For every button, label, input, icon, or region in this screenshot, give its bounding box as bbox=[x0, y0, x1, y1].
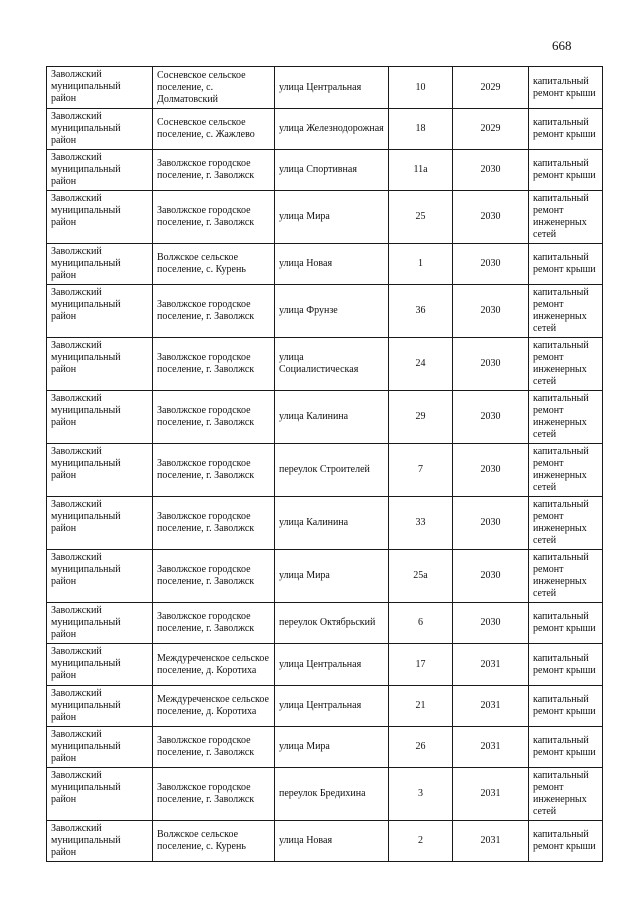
house-number-cell: 3 bbox=[389, 768, 453, 821]
year-cell: 2031 bbox=[453, 644, 529, 686]
district-cell: Заволжский муниципальный район bbox=[47, 67, 153, 109]
work-type-cell: капитальный ремонт инженерных сетей bbox=[529, 768, 603, 821]
street-cell: улица Новая bbox=[275, 244, 389, 285]
work-type-cell: капитальный ремонт крыши bbox=[529, 67, 603, 109]
house-number-cell: 29 bbox=[389, 391, 453, 444]
house-number-cell: 33 bbox=[389, 497, 453, 550]
settlement-cell: Междуреченское сельское поселение, д. Коротиха bbox=[153, 644, 275, 686]
street-cell: улица Центральная bbox=[275, 686, 389, 727]
street-cell: улица Центральная bbox=[275, 67, 389, 109]
table-row bbox=[47, 67, 603, 109]
street-cell: улица Мира bbox=[275, 191, 389, 244]
year-cell: 2030 bbox=[453, 603, 529, 644]
work-type-cell: капитальный ремонт крыши bbox=[529, 686, 603, 727]
table-row bbox=[47, 244, 603, 285]
district-cell: Заволжский муниципальный район bbox=[47, 150, 153, 191]
street-cell: улица Калинина bbox=[275, 497, 389, 550]
settlement-cell: Сосневское сельское поселение, с. Жажлево bbox=[153, 109, 275, 150]
table-row bbox=[47, 109, 603, 150]
work-type-cell: капитальный ремонт крыши bbox=[529, 603, 603, 644]
street-cell: улица Новая bbox=[275, 821, 389, 862]
work-type-cell: капитальный ремонт крыши bbox=[529, 644, 603, 686]
house-number-cell: 2 bbox=[389, 821, 453, 862]
street-cell: улица Центральная bbox=[275, 644, 389, 686]
house-number-cell: 21 bbox=[389, 686, 453, 727]
table-row bbox=[47, 768, 603, 821]
year-cell: 2031 bbox=[453, 768, 529, 821]
house-number-cell: 25 bbox=[389, 191, 453, 244]
settlement-cell: Сосневское сельское поселение, с. Долматовский bbox=[153, 67, 275, 109]
street-cell: улица Фрунзе bbox=[275, 285, 389, 338]
district-cell: Заволжский муниципальный район bbox=[47, 644, 153, 686]
work-type-cell: капитальный ремонт инженерных сетей bbox=[529, 497, 603, 550]
work-type-cell: капитальный ремонт инженерных сетей bbox=[529, 391, 603, 444]
table-row bbox=[47, 686, 603, 727]
page-number: 668 bbox=[552, 38, 572, 53]
district-cell: Заволжский муниципальный район bbox=[47, 686, 153, 727]
district-cell: Заволжский муниципальный район bbox=[47, 191, 153, 244]
table-row bbox=[47, 497, 603, 550]
house-number-cell: 7 bbox=[389, 444, 453, 497]
settlement-cell: Заволжское городское поселение, г. Заволжск bbox=[153, 603, 275, 644]
table-row bbox=[47, 150, 603, 191]
settlement-cell: Заволжское городское поселение, г. Заволжск bbox=[153, 727, 275, 768]
settlement-cell: Заволжское городское поселение, г. Заволжск bbox=[153, 391, 275, 444]
house-number-cell: 24 bbox=[389, 338, 453, 391]
house-number-cell: 6 bbox=[389, 603, 453, 644]
settlement-cell: Заволжское городское поселение, г. Заволжск bbox=[153, 497, 275, 550]
street-cell: переулок Строителей bbox=[275, 444, 389, 497]
year-cell: 2030 bbox=[453, 444, 529, 497]
house-number-cell: 36 bbox=[389, 285, 453, 338]
house-number-cell: 1 bbox=[389, 244, 453, 285]
work-type-cell: капитальный ремонт крыши bbox=[529, 109, 603, 150]
year-cell: 2030 bbox=[453, 391, 529, 444]
district-cell: Заволжский муниципальный район bbox=[47, 821, 153, 862]
settlement-cell: Волжское сельское поселение, с. Курень bbox=[153, 244, 275, 285]
street-cell: улица Мира bbox=[275, 550, 389, 603]
district-cell: Заволжский муниципальный район bbox=[47, 391, 153, 444]
year-cell: 2029 bbox=[453, 109, 529, 150]
settlement-cell: Волжское сельское поселение, с. Курень bbox=[153, 821, 275, 862]
year-cell: 2031 bbox=[453, 686, 529, 727]
work-type-cell: капитальный ремонт крыши bbox=[529, 727, 603, 768]
street-cell: улица Мира bbox=[275, 727, 389, 768]
district-cell: Заволжский муниципальный район bbox=[47, 727, 153, 768]
work-type-cell: капитальный ремонт инженерных сетей bbox=[529, 550, 603, 603]
district-cell: Заволжский муниципальный район bbox=[47, 338, 153, 391]
table-row bbox=[47, 727, 603, 768]
settlement-cell: Заволжское городское поселение, г. Заволжск bbox=[153, 191, 275, 244]
work-type-cell: капитальный ремонт крыши bbox=[529, 244, 603, 285]
street-cell: переулок Бредихина bbox=[275, 768, 389, 821]
settlement-cell: Заволжское городское поселение, г. Заволжск bbox=[153, 150, 275, 191]
street-cell: улица Спортивная bbox=[275, 150, 389, 191]
settlement-cell: Заволжское городское поселение, г. Заволжск bbox=[153, 550, 275, 603]
year-cell: 2029 bbox=[453, 67, 529, 109]
table-row bbox=[47, 821, 603, 862]
district-cell: Заволжский муниципальный район bbox=[47, 497, 153, 550]
year-cell: 2030 bbox=[453, 550, 529, 603]
street-cell: улица Калинина bbox=[275, 391, 389, 444]
street-cell: улица Социалистическая bbox=[275, 338, 389, 391]
district-cell: Заволжский муниципальный район bbox=[47, 768, 153, 821]
house-number-cell: 18 bbox=[389, 109, 453, 150]
work-type-cell: капитальный ремонт инженерных сетей bbox=[529, 338, 603, 391]
work-type-cell: капитальный ремонт крыши bbox=[529, 821, 603, 862]
year-cell: 2030 bbox=[453, 285, 529, 338]
district-cell: Заволжский муниципальный район bbox=[47, 550, 153, 603]
table-body bbox=[47, 67, 603, 862]
district-cell: Заволжский муниципальный район bbox=[47, 603, 153, 644]
table-row bbox=[47, 550, 603, 603]
year-cell: 2030 bbox=[453, 497, 529, 550]
settlement-cell: Заволжское городское поселение, г. Заволжск bbox=[153, 285, 275, 338]
house-number-cell: 11а bbox=[389, 150, 453, 191]
house-number-cell: 26 bbox=[389, 727, 453, 768]
year-cell: 2030 bbox=[453, 150, 529, 191]
year-cell: 2030 bbox=[453, 191, 529, 244]
work-type-cell: капитальный ремонт инженерных сетей bbox=[529, 285, 603, 338]
year-cell: 2030 bbox=[453, 338, 529, 391]
table-row bbox=[47, 444, 603, 497]
work-type-cell: капитальный ремонт инженерных сетей bbox=[529, 191, 603, 244]
table-row bbox=[47, 338, 603, 391]
district-cell: Заволжский муниципальный район bbox=[47, 444, 153, 497]
settlement-cell: Заволжское городское поселение, г. Заволжск bbox=[153, 768, 275, 821]
house-number-cell: 25а bbox=[389, 550, 453, 603]
settlement-cell: Заволжское городское поселение, г. Заволжск bbox=[153, 444, 275, 497]
street-cell: улица Железнодорожная bbox=[275, 109, 389, 150]
table-row bbox=[47, 285, 603, 338]
repair-schedule-table bbox=[46, 66, 603, 862]
table-row bbox=[47, 644, 603, 686]
house-number-cell: 10 bbox=[389, 67, 453, 109]
work-type-cell: капитальный ремонт крыши bbox=[529, 150, 603, 191]
district-cell: Заволжский муниципальный район bbox=[47, 244, 153, 285]
settlement-cell: Междуреченское сельское поселение, д. Коротиха bbox=[153, 686, 275, 727]
table-row bbox=[47, 391, 603, 444]
table-row bbox=[47, 603, 603, 644]
district-cell: Заволжский муниципальный район bbox=[47, 285, 153, 338]
table-row bbox=[47, 191, 603, 244]
settlement-cell: Заволжское городское поселение, г. Заволжск bbox=[153, 338, 275, 391]
work-type-cell: капитальный ремонт инженерных сетей bbox=[529, 444, 603, 497]
year-cell: 2030 bbox=[453, 244, 529, 285]
district-cell: Заволжский муниципальный район bbox=[47, 109, 153, 150]
year-cell: 2031 bbox=[453, 821, 529, 862]
street-cell: переулок Октябрьский bbox=[275, 603, 389, 644]
year-cell: 2031 bbox=[453, 727, 529, 768]
house-number-cell: 17 bbox=[389, 644, 453, 686]
